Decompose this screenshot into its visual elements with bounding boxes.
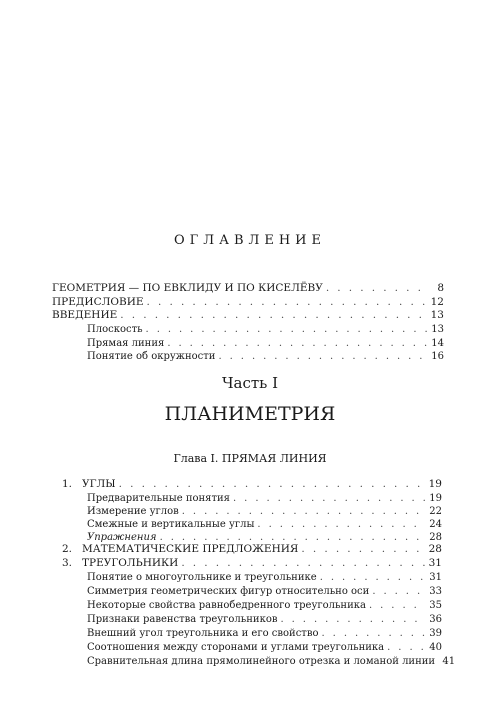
toc-entry-broken-line[interactable] <box>87 655 456 668</box>
toc-entry-title: Прямая линия <box>87 338 165 349</box>
toc-entry-plane[interactable] <box>87 323 444 336</box>
dot-leader <box>320 571 425 584</box>
dot-leader <box>280 613 425 626</box>
toc-entry-section-angles[interactable] <box>62 478 442 491</box>
toc-entry-page: 13 <box>430 309 444 321</box>
toc-entry-congruence[interactable] <box>87 613 442 626</box>
toc-entry-page: 40 <box>429 642 442 653</box>
toc-entry-title: МАТЕМАТИЧЕСКИЕ ПРЕДЛОЖЕНИЯ <box>82 543 299 555</box>
dot-leader <box>167 337 427 350</box>
toc-entry-introduction[interactable] <box>52 309 444 322</box>
toc-entry-sides-angles[interactable] <box>87 641 442 654</box>
toc-entry-title: Некоторые свойства равнобедренного треугольника <box>87 600 366 611</box>
toc-entry-exterior-angle[interactable] <box>87 627 442 640</box>
toc-entry-isosceles[interactable] <box>87 599 442 612</box>
toc-entry-title: Внешний угол треугольника и его свойство <box>87 628 319 639</box>
toc-entry-title: ГЕОМЕТРИЯ — ПО ЕВКЛИДУ И ПО КИСЕЛЁВУ <box>52 282 323 294</box>
toc-entry-circle[interactable] <box>87 350 444 363</box>
toc-entry-title: Соотношения между сторонами и углами треугольника <box>87 642 385 653</box>
toc-entry-preliminary[interactable] <box>87 492 442 505</box>
toc-entry-adjacent-angles[interactable] <box>87 518 442 531</box>
toc-entry-title: Понятие об окружности <box>87 351 216 362</box>
toc-entry-page: 39 <box>429 628 442 639</box>
dot-leader <box>326 282 427 295</box>
toc-entry-section-triangles[interactable] <box>62 557 442 570</box>
toc-entry-page: 19 <box>428 478 442 490</box>
dot-leader <box>119 478 425 491</box>
toc-entry-straight-line[interactable] <box>87 337 444 350</box>
toc-heading: ОГЛАВЛЕНИЕ <box>173 233 326 248</box>
dot-leader <box>301 543 425 556</box>
toc-entry-symmetry[interactable] <box>87 585 442 598</box>
part-title: ПЛАНИМЕТРИЯ <box>164 403 336 425</box>
toc-entry-title: ПРЕДИСЛОВИЕ <box>52 296 144 308</box>
toc-entry-title: ТРЕУГОЛЬНИКИ <box>82 557 179 569</box>
toc-entry-page: 28 <box>429 532 442 543</box>
toc-entry-angle-measure[interactable] <box>87 505 442 518</box>
toc-entry-page: 36 <box>429 614 442 625</box>
toc-entry-preface[interactable] <box>52 296 444 309</box>
toc-entry-title: Упражнения <box>87 532 157 543</box>
toc-entry-page: 31 <box>428 557 442 569</box>
toc-entry-title: ВВЕДЕНИЕ <box>52 309 118 321</box>
section-number: 1. <box>62 478 73 490</box>
toc-entry-title: УГЛЫ <box>82 478 116 490</box>
dot-leader <box>146 323 427 336</box>
toc-entry-page: 41 <box>442 656 456 667</box>
toc-entry-page: 19 <box>429 493 442 504</box>
toc-entry-title: Измерение углов <box>87 506 179 517</box>
toc-entry-title: Признаки равенства треугольников <box>87 614 278 625</box>
toc-entry-title: Симметрия геометрических фигур относительно оси <box>87 586 370 597</box>
toc-entry-title: Понятие о многоугольнике и треугольнике <box>87 572 317 583</box>
toc-entry-title: Плоскость <box>87 324 143 335</box>
toc-entry-title: Предварительные понятия <box>87 493 230 504</box>
toc-entry-page: 14 <box>431 338 444 349</box>
section-number: 3. <box>62 557 73 569</box>
dot-leader <box>322 627 426 640</box>
chapter-title: Глава I. ПРЯМАЯ ЛИНИЯ <box>173 452 327 465</box>
toc-entry-polygon[interactable] <box>87 571 442 584</box>
dot-leader <box>233 492 425 505</box>
dot-leader <box>182 505 425 518</box>
toc-entry-page: 33 <box>429 586 442 597</box>
toc-entry-page: 13 <box>431 324 444 335</box>
dot-leader <box>387 641 425 654</box>
toc-entry-page: 12 <box>430 296 444 308</box>
dot-leader <box>218 350 427 363</box>
toc-entry-page: 8 <box>437 282 444 294</box>
toc-entry-section-propositions[interactable] <box>62 543 442 556</box>
section-number: 2. <box>62 543 73 555</box>
dot-leader <box>372 585 425 598</box>
toc-entry-page: 22 <box>429 506 442 517</box>
part-label: Часть I <box>221 374 279 392</box>
toc-entry-page: 35 <box>429 600 442 611</box>
toc-entry-page: 24 <box>429 519 442 530</box>
toc-entry-title: Сравнительная длина прямолинейного отрезка и ломаной линии <box>87 656 436 667</box>
dot-leader <box>181 557 425 570</box>
dot-leader <box>147 296 427 309</box>
toc-entry-page: 31 <box>429 572 442 583</box>
dot-leader <box>369 599 425 612</box>
toc-entry-page: 28 <box>428 543 442 555</box>
dot-leader <box>120 309 427 322</box>
toc-entry-page: 16 <box>431 351 444 362</box>
dot-leader <box>257 518 425 531</box>
toc-entry-title: Смежные и вертикальные углы <box>87 519 255 530</box>
toc-entry-geometry[interactable] <box>52 282 444 295</box>
